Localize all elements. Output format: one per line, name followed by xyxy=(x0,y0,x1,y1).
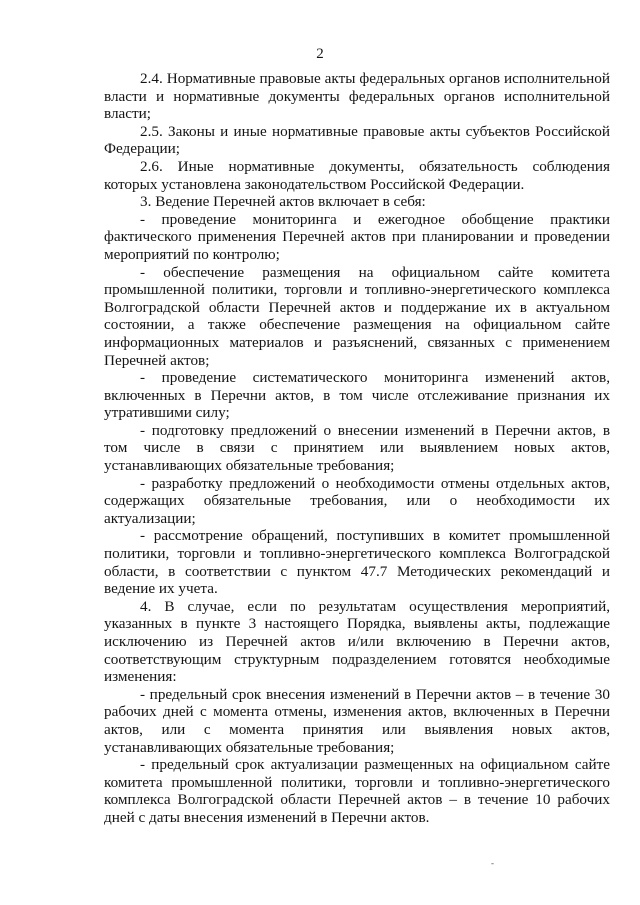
document-body xyxy=(104,70,610,827)
paragraph-2-5: 2.5. Законы и иные нормативные правовые акты субъектов Российской Федерации; xyxy=(104,122,610,158)
list-item-update-deadline: - предельный срок актуализации размещенных на официальном сайте комитета промышленной политики, торговли и топливно-энергетического комплекса Волгоградской области Перечней актов – в течение 10 рабочих дней с даты внесения изменений в Перечни актов. xyxy=(104,756,610,826)
list-item-website-placement: - обеспечение размещения на официальном сайте комитета промышленной политики, торговли и топливно-энергетического комплекса Волгоградской области Перечней актов и поддержание их в актуальном состоянии, а также обеспечение размещения на официальном сайте информационных материалов и разъяснений, связанных с применением Перечней актов; xyxy=(104,263,610,369)
list-item-appeals-review: - рассмотрение обращений, поступивших в комитет промышленной политики, торговли и топливно-энергетического комплекса Волгоградской области, в соответствии с пунктом 47.7 Методических рекомендаций и ведение их учета. xyxy=(104,527,610,598)
scan-mark: - xyxy=(491,858,494,868)
list-item-monitoring-practice: - проведение мониторинга и ежегодное обобщение практики фактического применения Перечней актов при планировании и проведении мероприятий по контролю; xyxy=(104,210,610,263)
page-number: 2 xyxy=(316,46,324,62)
paragraph-2-6: 2.6. Иные нормативные документы, обязательность соблюдения которых установлена законодательством Российской Федерации. xyxy=(104,157,610,193)
paragraph-4: 4. В случае, если по результатам осуществления мероприятий, указанных в пункте 3 настоящего Порядка, выявлены акты, подлежащие исключению из Перечней актов и/или включению в Перечни актов, соответствующим структурным подразделением готовятся необходимые изменения: xyxy=(104,597,610,686)
list-item-amendment-proposals: - подготовку предложений о внесении изменений в Перечни актов, в том числе в связи с принятием или выявлением новых актов, устанавливающих обязательные требования; xyxy=(104,421,610,475)
list-item-amendment-deadline: - предельный срок внесения изменений в Перечни актов – в течение 30 рабочих дней с момента отмены, изменения актов, включенных в Перечни актов, или с момента принятия или выявления новых актов, устанавливающих обязательные требования; xyxy=(104,685,610,756)
paragraph-2-4: 2.4. Нормативные правовые акты федеральных органов исполнительной власти и нормативные документы федеральных органов исполнительной власти; xyxy=(104,70,610,123)
list-item-repeal-proposals: - разработку предложений о необходимости отмены отдельных актов, содержащих обязательные требования, или о необходимости их актуализации; xyxy=(104,474,610,527)
paragraph-3: 3. Ведение Перечней актов включает в себя: xyxy=(140,193,426,211)
list-item-systematic-monitoring: - проведение систематического мониторинга изменений актов, включенных в Перечни актов, в том числе отслеживание признания их утратившими силу; xyxy=(104,369,610,422)
